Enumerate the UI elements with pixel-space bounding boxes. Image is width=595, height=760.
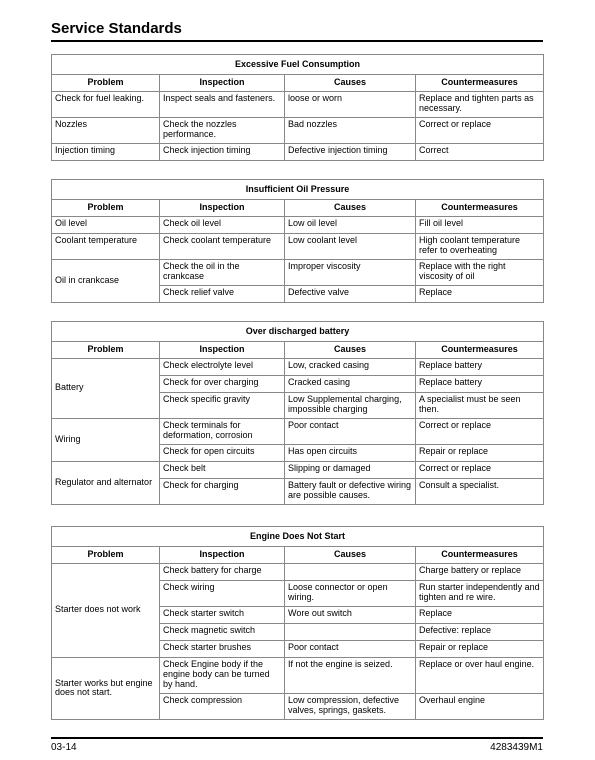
cell-problem: Injection timing (52, 143, 160, 160)
fuel-consumption-table (51, 54, 544, 161)
cell-causes: Defective valve (285, 285, 416, 302)
header-countermeasures: Countermeasures (416, 75, 544, 92)
cell-problem: Starter does not work (52, 563, 160, 657)
table-row (52, 259, 544, 285)
cell-problem: Regulator and alternator (52, 461, 160, 504)
cell-inspection: Check oil level (160, 216, 285, 233)
table-title: Engine Does Not Start (52, 527, 544, 547)
footer-divider (51, 737, 543, 739)
table-row (52, 563, 544, 580)
cell-problem: Coolant temperature (52, 233, 160, 259)
cell-causes: Cracked casing (285, 375, 416, 392)
table-title: Excessive Fuel Consumption (52, 55, 544, 75)
cell-countermeasures: Fill oil level (416, 216, 544, 233)
cell-inspection: Check magnetic switch (160, 623, 285, 640)
cell-causes (285, 623, 416, 640)
title-divider (51, 40, 543, 42)
cell-countermeasures: Correct or replace (416, 117, 544, 143)
cell-problem: Wiring (52, 418, 160, 461)
table-row (52, 461, 544, 478)
cell-inspection: Check coolant temperature (160, 233, 285, 259)
cell-inspection: Check Engine body if the engine body can be turned by hand. (160, 657, 285, 693)
engine-start-table (51, 526, 544, 720)
table-title: Insufficient Oil Pressure (52, 180, 544, 200)
cell-inspection: Check relief valve (160, 285, 285, 302)
cell-countermeasures: A specialist must be seen then. (416, 392, 544, 418)
cell-inspection: Check the nozzles performance. (160, 117, 285, 143)
cell-inspection: Check starter brushes (160, 640, 285, 657)
header-countermeasures: Countermeasures (416, 200, 544, 217)
cell-inspection: Check injection timing (160, 143, 285, 160)
oil-pressure-table (51, 179, 544, 303)
header-problem: Problem (52, 75, 160, 92)
cell-inspection: Check compression (160, 693, 285, 719)
cell-problem: Oil level (52, 216, 160, 233)
table-row (52, 657, 544, 693)
cell-causes (285, 563, 416, 580)
cell-countermeasures: Replace (416, 606, 544, 623)
cell-countermeasures: High coolant temperature refer to overheating (416, 233, 544, 259)
cell-causes: If not the engine is seized. (285, 657, 416, 693)
cell-inspection: Check battery for charge (160, 563, 285, 580)
table-row (52, 216, 544, 233)
document-number: 4283439M1 (490, 742, 543, 753)
header-inspection: Inspection (160, 200, 285, 217)
cell-problem: Oil in crankcase (52, 259, 160, 302)
cell-inspection: Check starter switch (160, 606, 285, 623)
cell-countermeasures: Defective: replace (416, 623, 544, 640)
cell-problem: Nozzles (52, 117, 160, 143)
cell-inspection: Check belt (160, 461, 285, 478)
cell-causes: Poor contact (285, 418, 416, 444)
header-problem: Problem (52, 547, 160, 564)
header-problem: Problem (52, 342, 160, 359)
cell-causes: Poor contact (285, 640, 416, 657)
cell-causes: Has open circuits (285, 444, 416, 461)
page-number: 03-14 (51, 742, 77, 753)
header-causes: Causes (285, 342, 416, 359)
table-row (52, 143, 544, 160)
cell-causes: loose or worn (285, 91, 416, 117)
cell-countermeasures: Replace battery (416, 375, 544, 392)
header-inspection: Inspection (160, 547, 285, 564)
cell-inspection: Check for open circuits (160, 444, 285, 461)
table-row (52, 358, 544, 375)
cell-countermeasures: Overhaul engine (416, 693, 544, 719)
cell-inspection: Check for charging (160, 478, 285, 504)
cell-inspection: Check for over charging (160, 375, 285, 392)
cell-inspection: Check wiring (160, 580, 285, 606)
cell-causes: Defective injection timing (285, 143, 416, 160)
header-inspection: Inspection (160, 75, 285, 92)
header-causes: Causes (285, 200, 416, 217)
table-title: Over discharged battery (52, 322, 544, 342)
cell-countermeasures: Charge battery or replace (416, 563, 544, 580)
cell-inspection: Inspect seals and fasteners. (160, 91, 285, 117)
cell-inspection: Check electrolyte level (160, 358, 285, 375)
cell-causes: Loose connector or open wiring. (285, 580, 416, 606)
cell-countermeasures: Correct or replace (416, 418, 544, 444)
battery-table (51, 321, 544, 505)
cell-countermeasures: Correct or replace (416, 461, 544, 478)
cell-inspection: Check the oil in the crankcase (160, 259, 285, 285)
cell-causes: Improper viscosity (285, 259, 416, 285)
cell-problem: Check for fuel leaking. (52, 91, 160, 117)
cell-countermeasures: Replace and tighten parts as necessary. (416, 91, 544, 117)
cell-causes: Low oil level (285, 216, 416, 233)
cell-inspection: Check specific gravity (160, 392, 285, 418)
table-row (52, 418, 544, 444)
cell-countermeasures: Repair or replace (416, 640, 544, 657)
cell-problem: Starter works but engine does not start. (52, 657, 160, 719)
cell-countermeasures: Replace with the right viscosity of oil (416, 259, 544, 285)
cell-causes: Battery fault or defective wiring are possible causes. (285, 478, 416, 504)
cell-causes: Wore out switch (285, 606, 416, 623)
header-countermeasures: Countermeasures (416, 342, 544, 359)
cell-problem: Battery (52, 358, 160, 418)
cell-causes: Low, cracked casing (285, 358, 416, 375)
cell-causes: Low Supplemental charging, impossible charging (285, 392, 416, 418)
cell-countermeasures: Correct (416, 143, 544, 160)
cell-causes: Low compression, defective valves, springs, gaskets. (285, 693, 416, 719)
header-problem: Problem (52, 200, 160, 217)
cell-countermeasures: Replace or over haul engine. (416, 657, 544, 693)
cell-countermeasures: Replace (416, 285, 544, 302)
cell-inspection: Check terminals for deformation, corrosion (160, 418, 285, 444)
header-inspection: Inspection (160, 342, 285, 359)
cell-causes: Bad nozzles (285, 117, 416, 143)
cell-countermeasures: Repair or replace (416, 444, 544, 461)
cell-countermeasures: Run starter independently and tighten and re wire. (416, 580, 544, 606)
header-causes: Causes (285, 75, 416, 92)
cell-causes: Low coolant level (285, 233, 416, 259)
table-row (52, 117, 544, 143)
header-causes: Causes (285, 547, 416, 564)
page-title: Service Standards (51, 20, 182, 37)
table-row (52, 233, 544, 259)
cell-countermeasures: Replace battery (416, 358, 544, 375)
cell-causes: Slipping or damaged (285, 461, 416, 478)
header-countermeasures: Countermeasures (416, 547, 544, 564)
cell-countermeasures: Consult a specialist. (416, 478, 544, 504)
table-row (52, 91, 544, 117)
